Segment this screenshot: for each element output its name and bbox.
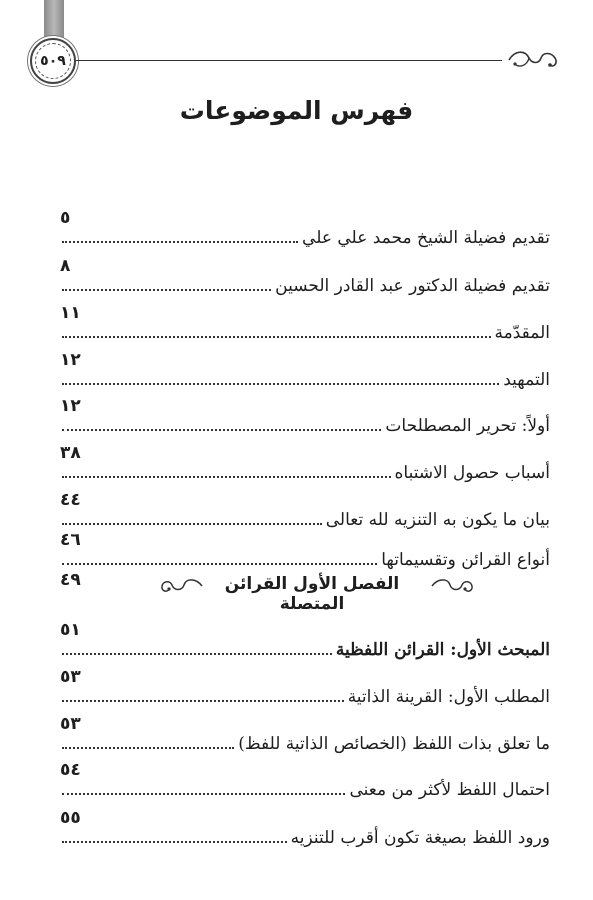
toc-entry-title: تقديم فضيلة الشيخ محمد علي علي	[302, 228, 550, 248]
toc-entry-title: أولاً: تحرير المصطلحات	[385, 416, 550, 436]
dot-leader	[62, 336, 491, 338]
dot-leader	[62, 241, 298, 243]
toc-row	[62, 620, 550, 664]
toc-entry-page-number: ٣٨	[60, 443, 81, 463]
toc-row	[62, 350, 550, 394]
page-number-medallion	[30, 38, 76, 84]
toc-row	[62, 443, 550, 487]
chapter-page-number: ٤٩	[60, 570, 81, 590]
dot-leader	[62, 429, 381, 431]
toc-entry-page-number: ١١	[60, 303, 81, 323]
toc-entry-page-number: ٥١	[60, 620, 81, 640]
dot-leader	[62, 700, 344, 702]
dot-leader	[62, 476, 391, 478]
toc-row	[62, 667, 550, 711]
toc-row	[62, 256, 550, 300]
toc-entry-page-number: ٤٦	[60, 530, 81, 550]
toc-row	[62, 396, 550, 440]
toc-entry-page-number: ٤٤	[60, 490, 81, 510]
flourish-ornament-icon	[505, 46, 561, 74]
chapter-ornament-right-icon	[428, 574, 476, 598]
toc-entry-title: المبحث الأول: القرائن اللفظية	[335, 640, 550, 660]
toc-row	[62, 714, 550, 758]
toc-entry-title: بيان ما يكون به التنزيه لله تعالى	[325, 510, 550, 530]
toc-row	[62, 808, 550, 852]
dot-leader	[62, 841, 287, 843]
toc-row	[62, 760, 550, 804]
toc-entry-page-number: ٥	[60, 208, 71, 228]
toc-row	[62, 208, 550, 252]
toc-entry-title: ما تعلق بذات اللفظ (الخصائص الذاتية للفظ)	[238, 734, 550, 754]
chapter-ornament-left-icon	[158, 574, 206, 598]
dot-leader	[62, 793, 345, 795]
toc-entry-title: أسباب حصول الاشتباه	[394, 463, 550, 483]
toc-entry-title: المقدّمة	[494, 323, 550, 343]
chapter-title: الفصل الأول القرائن المتصلة	[224, 574, 400, 614]
toc-entry-title: تقديم فضيلة الدكتور عبد القادر الحسين	[275, 276, 550, 296]
toc-entry-title: التمهيد	[503, 370, 550, 390]
dot-leader	[62, 563, 377, 565]
dot-leader	[62, 289, 271, 291]
toc-entry-title: ورود اللفظ بصيغة تكون أقرب للتنزيه	[290, 828, 550, 848]
toc-entry-page-number: ١٢	[60, 350, 81, 370]
toc-entry-page-number: ٥٣	[60, 714, 81, 734]
toc-row	[62, 490, 550, 534]
page-number: ٥٠٩	[40, 53, 66, 69]
toc-entry-page-number: ١٢	[60, 396, 81, 416]
toc-entry-page-number: ٥٣	[60, 667, 81, 687]
toc-entry-page-number: ٨	[60, 256, 71, 276]
toc-entry-page-number: ٥٥	[60, 808, 81, 828]
dot-leader	[62, 747, 234, 749]
page-title: فهرس الموضوعات	[179, 96, 414, 125]
dot-leader	[62, 383, 499, 385]
toc-entry-title: أنواع القرائن وتقسيماتها	[381, 550, 550, 570]
dot-leader	[62, 523, 322, 525]
toc-entry-title: المطلب الأول: القرينة الذاتية	[347, 687, 550, 707]
chapter-heading-row	[60, 568, 550, 614]
toc-entry-page-number: ٥٤	[60, 760, 81, 780]
toc-row	[62, 303, 550, 347]
dot-leader	[62, 653, 332, 655]
header-rule	[76, 60, 502, 61]
toc-entry-title: احتمال اللفظ لأكثر من معنى	[349, 780, 550, 800]
